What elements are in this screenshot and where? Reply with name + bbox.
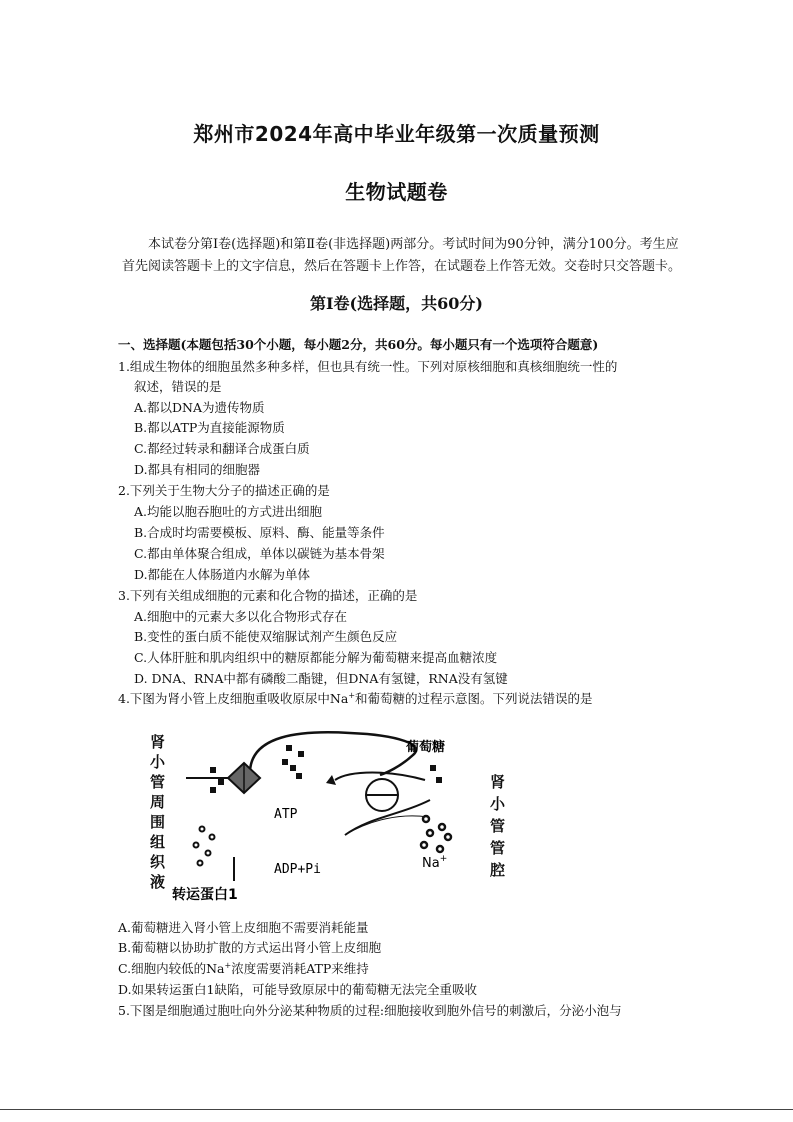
q4-option-b: B.葡萄糖以协助扩散的方式运出肾小管上皮细胞 (118, 940, 382, 955)
q3-option-b: B.变性的蛋白质不能使双缩脲试剂产生颜色反应 (134, 629, 398, 644)
transporter-label: 转运蛋白1 (172, 887, 238, 903)
exam-subtitle: 生物试题卷 (345, 180, 448, 204)
q2-option-b: B.合成时均需要模板、原料、酶、能量等条件 (134, 525, 385, 540)
arrow-lower-curve (345, 816, 428, 835)
q1-option-a: A.都以DNA为遗传物质 (134, 400, 265, 415)
section-title: 第Ⅰ卷(选择题，共60分) (310, 294, 483, 313)
q2-option-a: A.均能以胞吞胞吐的方式进出细胞 (134, 504, 323, 519)
section-instruction: 一、选择题(本题包括30个小题，每小题2分，共60分。每小题只有一个选项符合题意) (118, 337, 599, 352)
na-dots-left (194, 827, 215, 866)
q4-option-a: A.葡萄糖进入肾小管上皮细胞不需要消耗能量 (118, 920, 369, 935)
q4-option-c: C.细胞内较低的Na+浓度需要消耗ATP来维持 (118, 960, 369, 976)
q2-option-d: D.都能在人体肠道内水解为单体 (134, 567, 311, 582)
q4-option-d: D.如果转运蛋白1缺陷，可能导致原尿中的葡萄糖无法完全重吸收 (118, 982, 478, 997)
kidney-tubule-figure (150, 725, 520, 905)
q3-option-d: D. DNA、RNA中都有磷酸二酯键，但DNA有氢键，RNA没有氢键 (134, 671, 508, 686)
q3-stem: 3.下列有关组成细胞的元素和化合物的描述，正确的是 (118, 588, 418, 603)
arrow-right-curve (345, 800, 430, 835)
adp-label: ADP+Pi (274, 862, 321, 877)
na-dots-right (421, 816, 451, 852)
cell-membrane-loop (250, 732, 416, 775)
q4-stem: 4.下图为肾小管上皮细胞重吸收原尿中Na+和葡萄糖的过程示意图。下列说法错误的是 (118, 690, 593, 706)
q3-option-c: C.人体肝脏和肌肉组织中的糖原都能分解为葡萄糖来提高血糖浓度 (134, 650, 498, 665)
na-label: Na+ (422, 854, 448, 871)
page-bottom-rule (0, 1109, 793, 1110)
atp-label: ATP (274, 807, 298, 822)
q1-stem-cont: 叙述，错误的是 (134, 379, 222, 394)
q5-stem: 5.下图是细胞通过胞吐向外分泌某种物质的过程:细胞接收到胞外信号的刺激后，分泌小泡与 (118, 1003, 622, 1018)
q1-option-b: B.都以ATP为直接能源物质 (134, 420, 285, 435)
q1-stem: 1.组成生物体的细胞虽然多种多样，但也具有统一性。下列对原核细胞和真核细胞统一性的 (118, 359, 618, 374)
exam-title: 郑州市2024年高中毕业年级第一次质量预测 (193, 122, 600, 146)
q3-option-a: A.细胞中的元素大多以化合物形式存在 (134, 609, 348, 624)
q1-option-d: D.都具有相同的细胞器 (134, 462, 261, 477)
q2-option-c: C.都由单体聚合组成，单体以碳链为基本骨架 (134, 546, 385, 561)
figure-right-label: 肾小管管腔 (490, 773, 506, 879)
figure-left-label: 肾小管周围组织液 (150, 733, 166, 891)
exam-instructions: 本试卷分第Ⅰ卷(选择题)和第Ⅱ卷(非选择题)两部分。考试时间为90分钟，满分100分。考生应首先阅读答题卡上的文字信息，然后在答题卡上作答，在试题卷上作答无效。交卷时只交答题卡。 (122, 237, 682, 274)
q2-stem: 2.下列关于生物大分子的描述正确的是 (118, 483, 330, 498)
arrow-head-1 (326, 775, 336, 785)
glucose-label: 葡萄糖 (406, 740, 446, 755)
q1-option-c: C.都经过转录和翻译合成蛋白质 (134, 441, 310, 456)
